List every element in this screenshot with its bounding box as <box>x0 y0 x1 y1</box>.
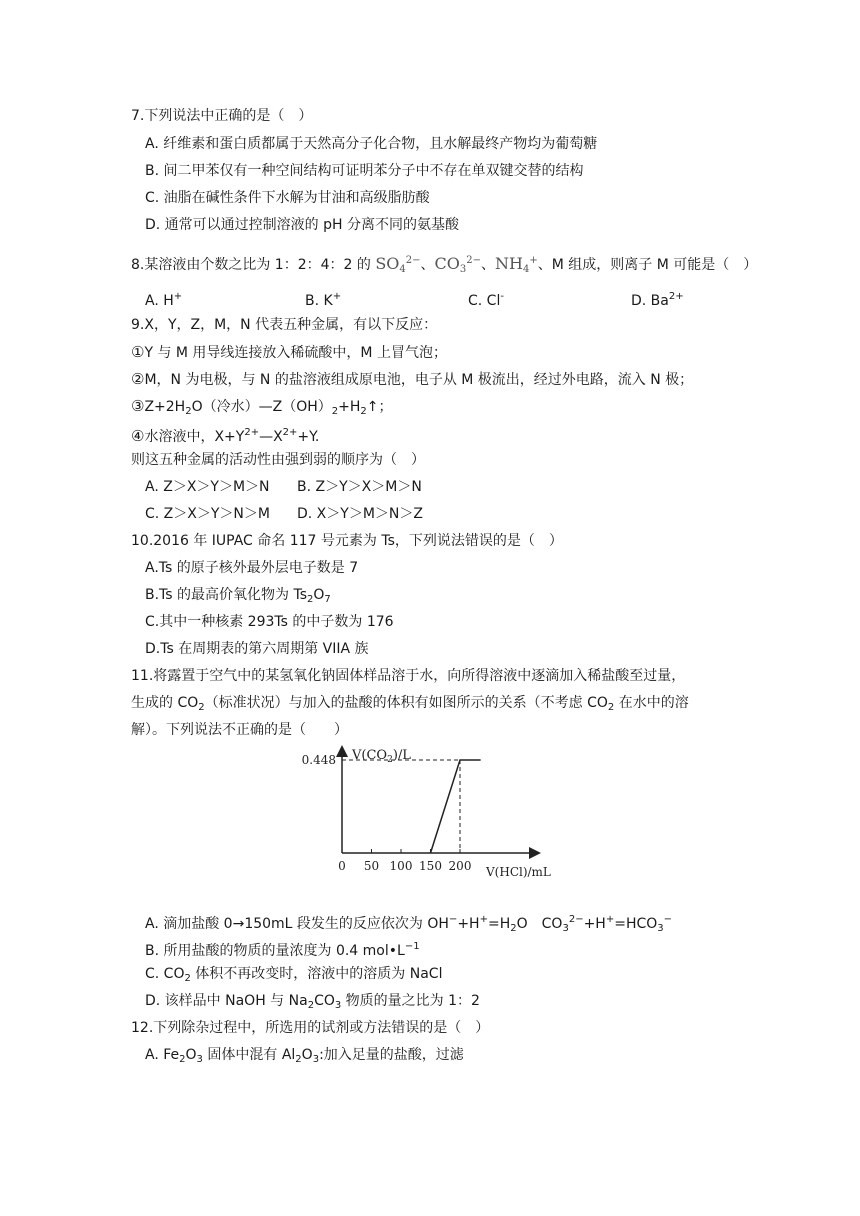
q8-option-c: C. Cl- <box>468 291 504 309</box>
q8-option-d: D. $Ba^{2+}$ <box>631 291 684 309</box>
co2-volume-chart <box>300 742 560 882</box>
q9-option-b: B. Z＞Y＞X＞M＞N <box>297 479 422 495</box>
sulfate-ion: $SO_4^{2-}$ <box>375 254 421 275</box>
x-tick-label: 0 <box>338 859 346 873</box>
y-axis-label: $V(CO_2)/L$ <box>352 748 411 765</box>
q12-option-a: A. $Fe_2O_3$ 固体中混有 $Al_2O_3$:加入足量的盐酸，过滤 <box>145 1047 464 1065</box>
q9-reaction-1: ①Y 与 M 用导线连接放入稀硫酸中，M 上冒气泡； <box>131 343 447 361</box>
q9-reaction-3: $③Z+2H_2O$（冷水）$—Z(OH)_2+H_2↑$； <box>131 397 393 417</box>
carbonate-ion: $CO_3^{2-}$ <box>434 254 482 275</box>
q10-option-b: B.Ts 的最高价氧化物为 $Ts_2O_7$ <box>145 587 331 605</box>
q9-stem: 9.X，Y，Z，M，N 代表五种金属，有以下反应： <box>131 317 438 333</box>
q9-question: 则这五种金属的活动性由强到弱的顺序为（ ） <box>131 452 425 468</box>
q11-option-a: A. 滴加盐酸 0→150mL 段发生的反应依次为 $OH^-+H^+=H_2O$ $CO_3^{2-}+H^+=HCO_3^-$ <box>145 914 673 934</box>
ammonium-ion: $NH_4^+$ <box>495 254 538 275</box>
q7-option-a: A. 纤维素和蛋白质都属于天然高分子化合物，且水解最终产物均为葡萄糖 <box>145 136 598 152</box>
q10-option-a: A.Ts 的原子核外最外层电子数是 7 <box>145 560 359 576</box>
q7-option-b: B. 间二甲苯仅有一种空间结构可证明苯分子中不存在单双键交替的结构 <box>145 163 584 179</box>
x-tick-label: 100 <box>389 859 413 873</box>
q10-option-d: D.Ts 在周期表的第六周期第 VIIA 族 <box>145 641 369 657</box>
q9-option-c: C. Z＞X＞Y＞N＞M <box>145 506 270 522</box>
q9-option-d: D. X＞Y＞M＞N＞Z <box>297 506 423 522</box>
q8-option-a: A. H+ <box>145 291 183 309</box>
q11-stem-line-3: 解）。下列说法不正确的是（ ） <box>131 722 348 738</box>
x-tick-label: 50 <box>363 859 380 873</box>
q7-option-d: D. 通常可以通过控制溶液的 pH 分离不同的氨基酸 <box>145 217 459 233</box>
x-tick-label: 200 <box>448 859 472 873</box>
q9-reaction-2: ②M，N 为电极，与 N 的盐溶液组成原电池，电子从 M 极流出，经过外电路，流入 N 极； <box>131 370 694 388</box>
x-axis-label: V(HCl)/mL <box>486 865 551 879</box>
q12-stem: 12.下列除杂过程中，所选用的试剂或方法错误的是（ ） <box>131 1020 490 1036</box>
q10-stem: 10.2016 年 IUPAC 命名 117 号元素为 Ts，下列说法错误的是（ ） <box>131 533 563 549</box>
q8-option-b: B. K+ <box>305 291 342 309</box>
q7-stem: 7.下列说法中正确的是（ ） <box>131 108 313 124</box>
q11-stem-line-1: 11.将露置于空气中的某氢氧化钠固体样品溶于水，向所得溶液中逐滴加入稀盐酸至过量， <box>131 668 686 684</box>
co2-volume-line <box>431 760 481 853</box>
q10-option-c: C.其中一种核素 293Ts 的中子数为 176 <box>145 614 394 630</box>
q9-reaction-4: ④水溶液中，$X+Y^{2+}—X^{2+}+Y$. <box>131 427 320 445</box>
q11-stem-line-2: 生成的 $CO_2$（标准状况）与加入的盐酸的体积有如图所示的关系（不考虑 $CO_2$ 在水中的溶 <box>131 695 689 713</box>
q11-option-c: C. $CO_2$ 体积不再改变时，溶液中的溶质为 NaCl <box>145 966 443 984</box>
q7-option-c: C. 油脂在碱性条件下水解为甘油和高级脂肪酸 <box>145 190 430 206</box>
x-tick-label: 150 <box>419 859 442 873</box>
q8-stem: 8.某溶液由个数之比为 1：2：4：2 的 $SO_4^{2-}$、$CO_3^{2-}$、$NH_4^+$、M 组成，则离子 M 可能是（ ） <box>131 254 758 275</box>
q9-option-a: A. Z＞X＞Y＞M＞N <box>145 479 270 495</box>
y-tick-label: 0.448 <box>301 753 336 767</box>
q11-option-d: D. 该样品中 NaOH 与 $Na_2CO_3$ 物质的量之比为 1：2 <box>145 993 480 1011</box>
q11-option-b: B. 所用盐酸的物质的量浓度为 0.4 $mol•L^{-1}$ <box>145 941 420 959</box>
